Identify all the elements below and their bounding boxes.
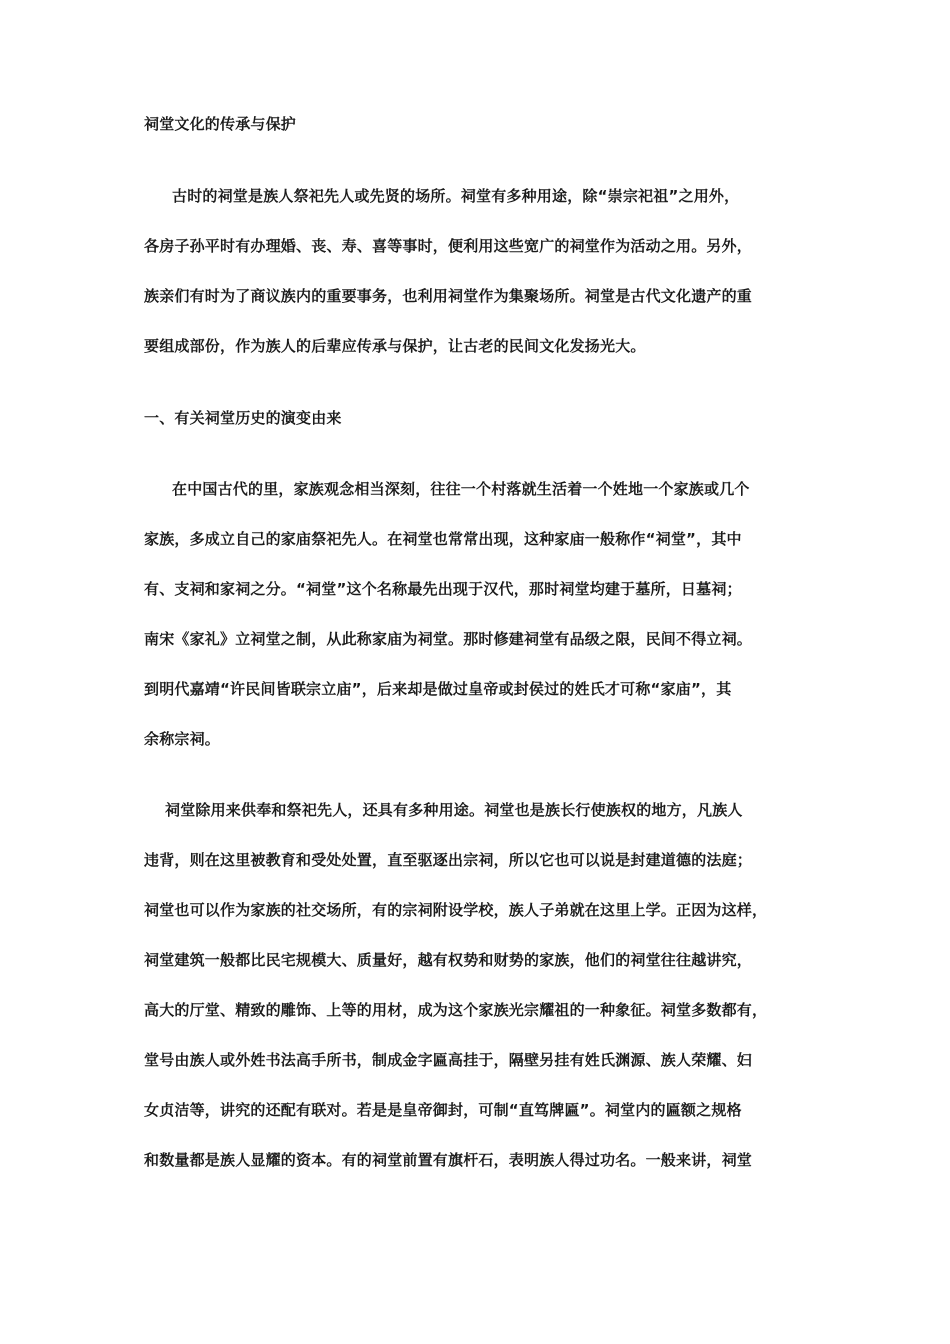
intro-line: 要组成部份，作为族人的后辈应传承与保护，让古老的民间文化发扬光大。 (144, 337, 646, 355)
paragraph-line: 和数量都是族人显耀的资本。有的祠堂前置有旗杆石，表明族人得过功名。一般来讲，祠堂 (144, 1151, 753, 1169)
document-title: 祠堂文化的传承与保护 (144, 115, 297, 133)
paragraph-line: 余称宗祠。 (144, 730, 221, 748)
intro-line: 各房子孙平时有办理婚、丧、寿、喜等事时，便利用这些宽广的祠堂作为活动之用。另外， (144, 237, 753, 255)
paragraph-line: 祠堂除用来供奉和祭祀先人，还具有多种用途。祠堂也是族长行使族权的地方，凡族人 (165, 801, 743, 819)
paragraph-line: 违背，则在这里被教育和受处处置，直至驱逐出宗祠，所以它也可以说是封建道德的法庭； (144, 851, 753, 869)
paragraph-line: 南宋《家礼》立祠堂之制，从此称家庙为祠堂。那时修建祠堂有品级之限，民间不得立祠。 (144, 630, 753, 648)
intro-line: 古时的祠堂是族人祭祀先人或先贤的场所。祠堂有多种用途，除“崇宗祀祖”之用外， (172, 187, 740, 205)
paragraph-line: 在中国古代的里，家族观念相当深刻，往往一个村落就生活着一个姓地一个家族或几个 (172, 480, 750, 498)
section-heading: 一、有关祠堂历史的演变由来 (144, 409, 342, 427)
paragraph-line: 女贞洁等，讲究的还配有联对。若是是皇帝御封，可制“直笃牌匾”。祠堂内的匾额之规格 (144, 1101, 742, 1119)
paragraph-line: 祠堂建筑一般都比民宅规模大、质量好，越有权势和财势的家族，他们的祠堂往往越讲究， (144, 951, 753, 969)
paragraph-line: 高大的厅堂、精致的雕饰、上等的用材，成为这个家族光宗耀祖的一种象征。祠堂多数都有， (144, 1001, 768, 1019)
paragraph-line: 堂号由族人或外姓书法高手所书，制成金字匾高挂于，隔壁另挂有姓氏渊源、族人荣耀、妇 (144, 1051, 753, 1069)
intro-line: 族亲们有时为了商议族内的重要事务，也利用祠堂作为集聚场所。祠堂是古代文化遗产的重 (144, 287, 753, 305)
paragraph-line: 家族，多成立自己的家庙祭祀先人。在祠堂也常常出现，这种家庙一般称作“祠堂”，其中 (144, 530, 742, 548)
paragraph-line: 有、支祠和家祠之分。“祠堂”这个名称最先出现于汉代，那时祠堂均建于墓所，日墓祠； (144, 580, 742, 598)
paragraph-line: 祠堂也可以作为家族的社交场所，有的宗祠附设学校，族人子弟就在这里上学。正因为这样， (144, 901, 768, 919)
paragraph-line: 到明代嘉靖“许民间皆联宗立庙”，后来却是做过皇帝或封侯过的姓氏才可称“家庙”，其 (144, 680, 732, 698)
